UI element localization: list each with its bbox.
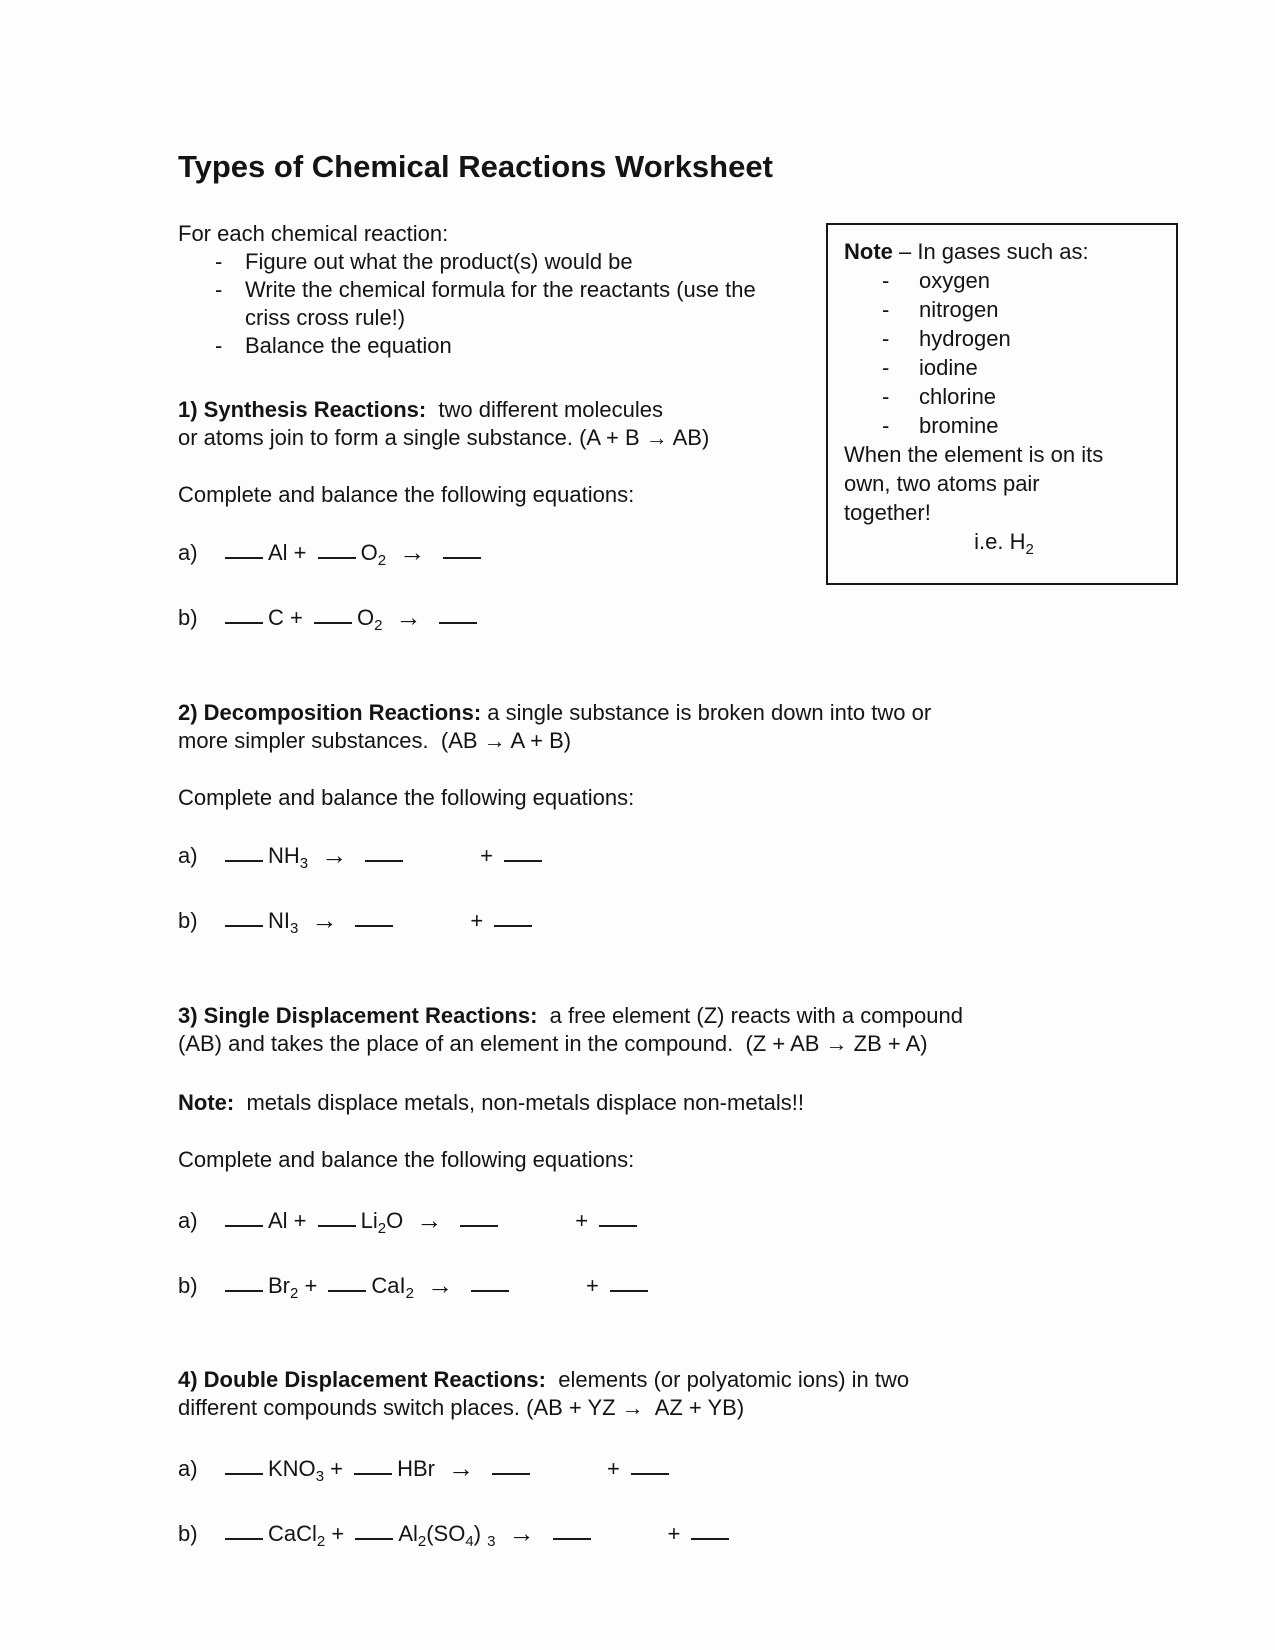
- answer-blank: [610, 1288, 648, 1292]
- note-example: i.e. $H_2$: [974, 529, 1034, 558]
- subscript: 3: [290, 920, 299, 937]
- intro-bullet: - Write the chemical formula for the reactants (use the criss cross rule!): [215, 277, 756, 330]
- formula-text: NH: [268, 843, 300, 868]
- answer-blank: [225, 620, 263, 624]
- subscript: 2: [377, 552, 387, 569]
- equation-3a: [178, 1205, 1078, 1244]
- equation-body: [220, 1205, 642, 1237]
- dash-marker: -: [215, 277, 223, 302]
- equation-body: [220, 602, 482, 634]
- section-1-synthesis: [178, 396, 1078, 641]
- equation-body: [220, 1270, 653, 1302]
- answer-blank: [318, 555, 356, 559]
- answer-blank: [631, 1471, 669, 1475]
- answer-blank: [553, 1536, 591, 1540]
- equation-body: [220, 1453, 674, 1485]
- equation-1a: [178, 537, 1078, 576]
- equation-body: [220, 537, 486, 569]
- section-4-double-displacement: [178, 1366, 1078, 1557]
- subscript: 3: [487, 1533, 496, 1550]
- formula-text: +: [575, 1208, 595, 1233]
- equation-4a: [178, 1453, 1078, 1492]
- formula-text: +: [480, 843, 500, 868]
- formula-text: HBr: [397, 1456, 435, 1481]
- dash-marker: -: [882, 413, 890, 438]
- answer-blank: [439, 620, 477, 624]
- arrow-icon: →: [427, 1270, 454, 1300]
- dash-marker: -: [882, 355, 890, 380]
- answer-blank: [225, 858, 263, 862]
- formula-text: +: [667, 1521, 687, 1546]
- subscript: 2: [377, 1220, 387, 1237]
- arrow-icon: →: [395, 602, 422, 632]
- section-heading: 2) Decomposition Reactions: a single substance is broken down into two or more simpler substances. (AB → A + B): [178, 700, 932, 753]
- intro-bullet: - Figure out what the product(s) would be: [215, 249, 633, 274]
- answer-blank: [460, 1223, 498, 1227]
- dash-marker: -: [215, 249, 223, 274]
- answer-blank: [314, 620, 352, 624]
- answer-blank: [443, 555, 481, 559]
- formula-text: KNO: [268, 1456, 316, 1481]
- answer-blank: [492, 1471, 530, 1475]
- formula-text: Al: [398, 1521, 418, 1546]
- equation-label: b): [178, 1273, 198, 1298]
- formula-text: ): [473, 1521, 488, 1546]
- answer-blank: [225, 1471, 263, 1475]
- equation-label: b): [178, 908, 198, 933]
- equation-label: a): [178, 843, 198, 868]
- equation-2b: [178, 905, 1078, 944]
- note-gas-item: - bromine: [882, 413, 999, 438]
- answer-blank: [471, 1288, 509, 1292]
- note-footer-line: When the element is on its: [844, 442, 1104, 467]
- subscript: 2: [405, 1285, 415, 1302]
- formula-text: Al +: [268, 1208, 313, 1233]
- formula-text: Br: [268, 1273, 290, 1298]
- note-footer-line: own, two atoms pair: [844, 471, 1040, 496]
- section-note: Note: metals displace metals, non-metals displace non-metals!!: [178, 1090, 805, 1115]
- intro-bullet: - Balance the equation: [215, 333, 452, 358]
- answer-blank: [328, 1288, 366, 1292]
- formula-text: O: [360, 540, 378, 565]
- answer-blank: [504, 858, 542, 862]
- note-gas-item: - nitrogen: [882, 297, 999, 322]
- section-2-decomposition: [178, 699, 1078, 944]
- formula-text: +: [470, 908, 490, 933]
- answer-blank: [225, 1288, 263, 1292]
- answer-blank: [354, 1471, 392, 1475]
- formula-text: C +: [268, 605, 309, 630]
- equation-label: a): [178, 1456, 198, 1481]
- arrow-icon: →: [321, 840, 348, 870]
- equation-label: a): [178, 1208, 198, 1233]
- note-gas-item: - hydrogen: [882, 326, 1011, 351]
- equation-2a: [178, 840, 1078, 879]
- answer-blank: [691, 1536, 729, 1540]
- section-3-single-displacement: [178, 1002, 1078, 1309]
- subscript: 2: [316, 1533, 326, 1550]
- arrow-icon: →: [399, 537, 426, 567]
- equation-label: a): [178, 540, 198, 565]
- equation-1b: [178, 602, 1078, 641]
- answer-blank: [494, 923, 532, 927]
- formula-text: CaI: [371, 1273, 406, 1298]
- subscript: 2: [374, 617, 383, 634]
- formula-text: +: [325, 1521, 351, 1546]
- equation-label: b): [178, 605, 198, 630]
- answer-blank: [365, 858, 403, 862]
- formula-text: +: [298, 1273, 324, 1298]
- note-box-lead: Note – In gases such as:: [844, 239, 1089, 264]
- subscript: 2: [290, 1285, 299, 1302]
- dash-marker: -: [882, 268, 890, 293]
- subscript: 4: [465, 1533, 474, 1550]
- formula-text: (SO: [426, 1521, 466, 1546]
- dash-marker: -: [882, 326, 890, 351]
- intro-lead: For each chemical reaction:: [178, 221, 449, 246]
- answer-blank: [225, 555, 263, 559]
- note-gas-item: - oxygen: [882, 268, 990, 293]
- dash-marker: -: [882, 384, 890, 409]
- note-footer-line: together!: [844, 500, 931, 525]
- note-gas-item: - chlorine: [882, 384, 997, 409]
- section-heading: 1) Synthesis Reactions: two different molecules or atoms join to form a single substance. (A + B → AB): [178, 397, 710, 450]
- note-gas-item: - iodine: [882, 355, 978, 380]
- answer-blank: [355, 923, 393, 927]
- equation-body: [220, 1518, 734, 1550]
- arrow-icon: →: [416, 1205, 443, 1235]
- section-prompt: Complete and balance the following equations:: [178, 1147, 635, 1172]
- answer-blank: [225, 923, 263, 927]
- equation-label: b): [178, 1521, 198, 1546]
- formula-text: Li: [360, 1208, 378, 1233]
- section-heading: 3) Single Displacement Reactions: a free element (Z) reacts with a compound (AB) and takes the place of an element in the compound. (Z + AB → ZB + A): [178, 1003, 963, 1056]
- arrow-icon: →: [311, 905, 338, 935]
- formula-text: O: [356, 605, 375, 630]
- answer-blank: [225, 1223, 263, 1227]
- formula-text: Al +: [268, 540, 313, 565]
- answer-blank: [599, 1223, 637, 1227]
- dash-marker: -: [882, 297, 890, 322]
- answer-blank: [318, 1223, 356, 1227]
- formula-text: O: [386, 1208, 404, 1233]
- page-title: Types of Chemical Reactions Worksheet: [178, 149, 773, 184]
- arrow-icon: →: [448, 1453, 474, 1483]
- formula-text: CaCl: [268, 1521, 317, 1546]
- subscript: 2: [417, 1533, 427, 1550]
- arrow-icon: →: [508, 1518, 535, 1548]
- equation-4b: [178, 1518, 1078, 1557]
- formula-text: +: [607, 1456, 626, 1481]
- section-heading: 4) Double Displacement Reactions: elements (or polyatomic ions) in two different compounds switch places. (AB + YZ → AZ + YB): [178, 1367, 910, 1420]
- answer-blank: [355, 1536, 393, 1540]
- subscript: 3: [315, 1468, 325, 1485]
- section-prompt: Complete and balance the following equations:: [178, 482, 635, 507]
- section-prompt: Complete and balance the following equations:: [178, 785, 635, 810]
- formula-text: NI: [268, 908, 290, 933]
- formula-text: +: [324, 1456, 350, 1481]
- equation-body: [220, 905, 537, 937]
- subscript: 2: [1025, 541, 1034, 558]
- formula-text: +: [586, 1273, 605, 1298]
- dash-marker: -: [215, 333, 223, 358]
- equation-3b: [178, 1270, 1078, 1309]
- equation-body: [220, 840, 547, 872]
- intro-block: [178, 220, 1078, 360]
- answer-blank: [225, 1536, 263, 1540]
- subscript: 3: [299, 855, 309, 872]
- note-box-label: Note: [844, 239, 893, 264]
